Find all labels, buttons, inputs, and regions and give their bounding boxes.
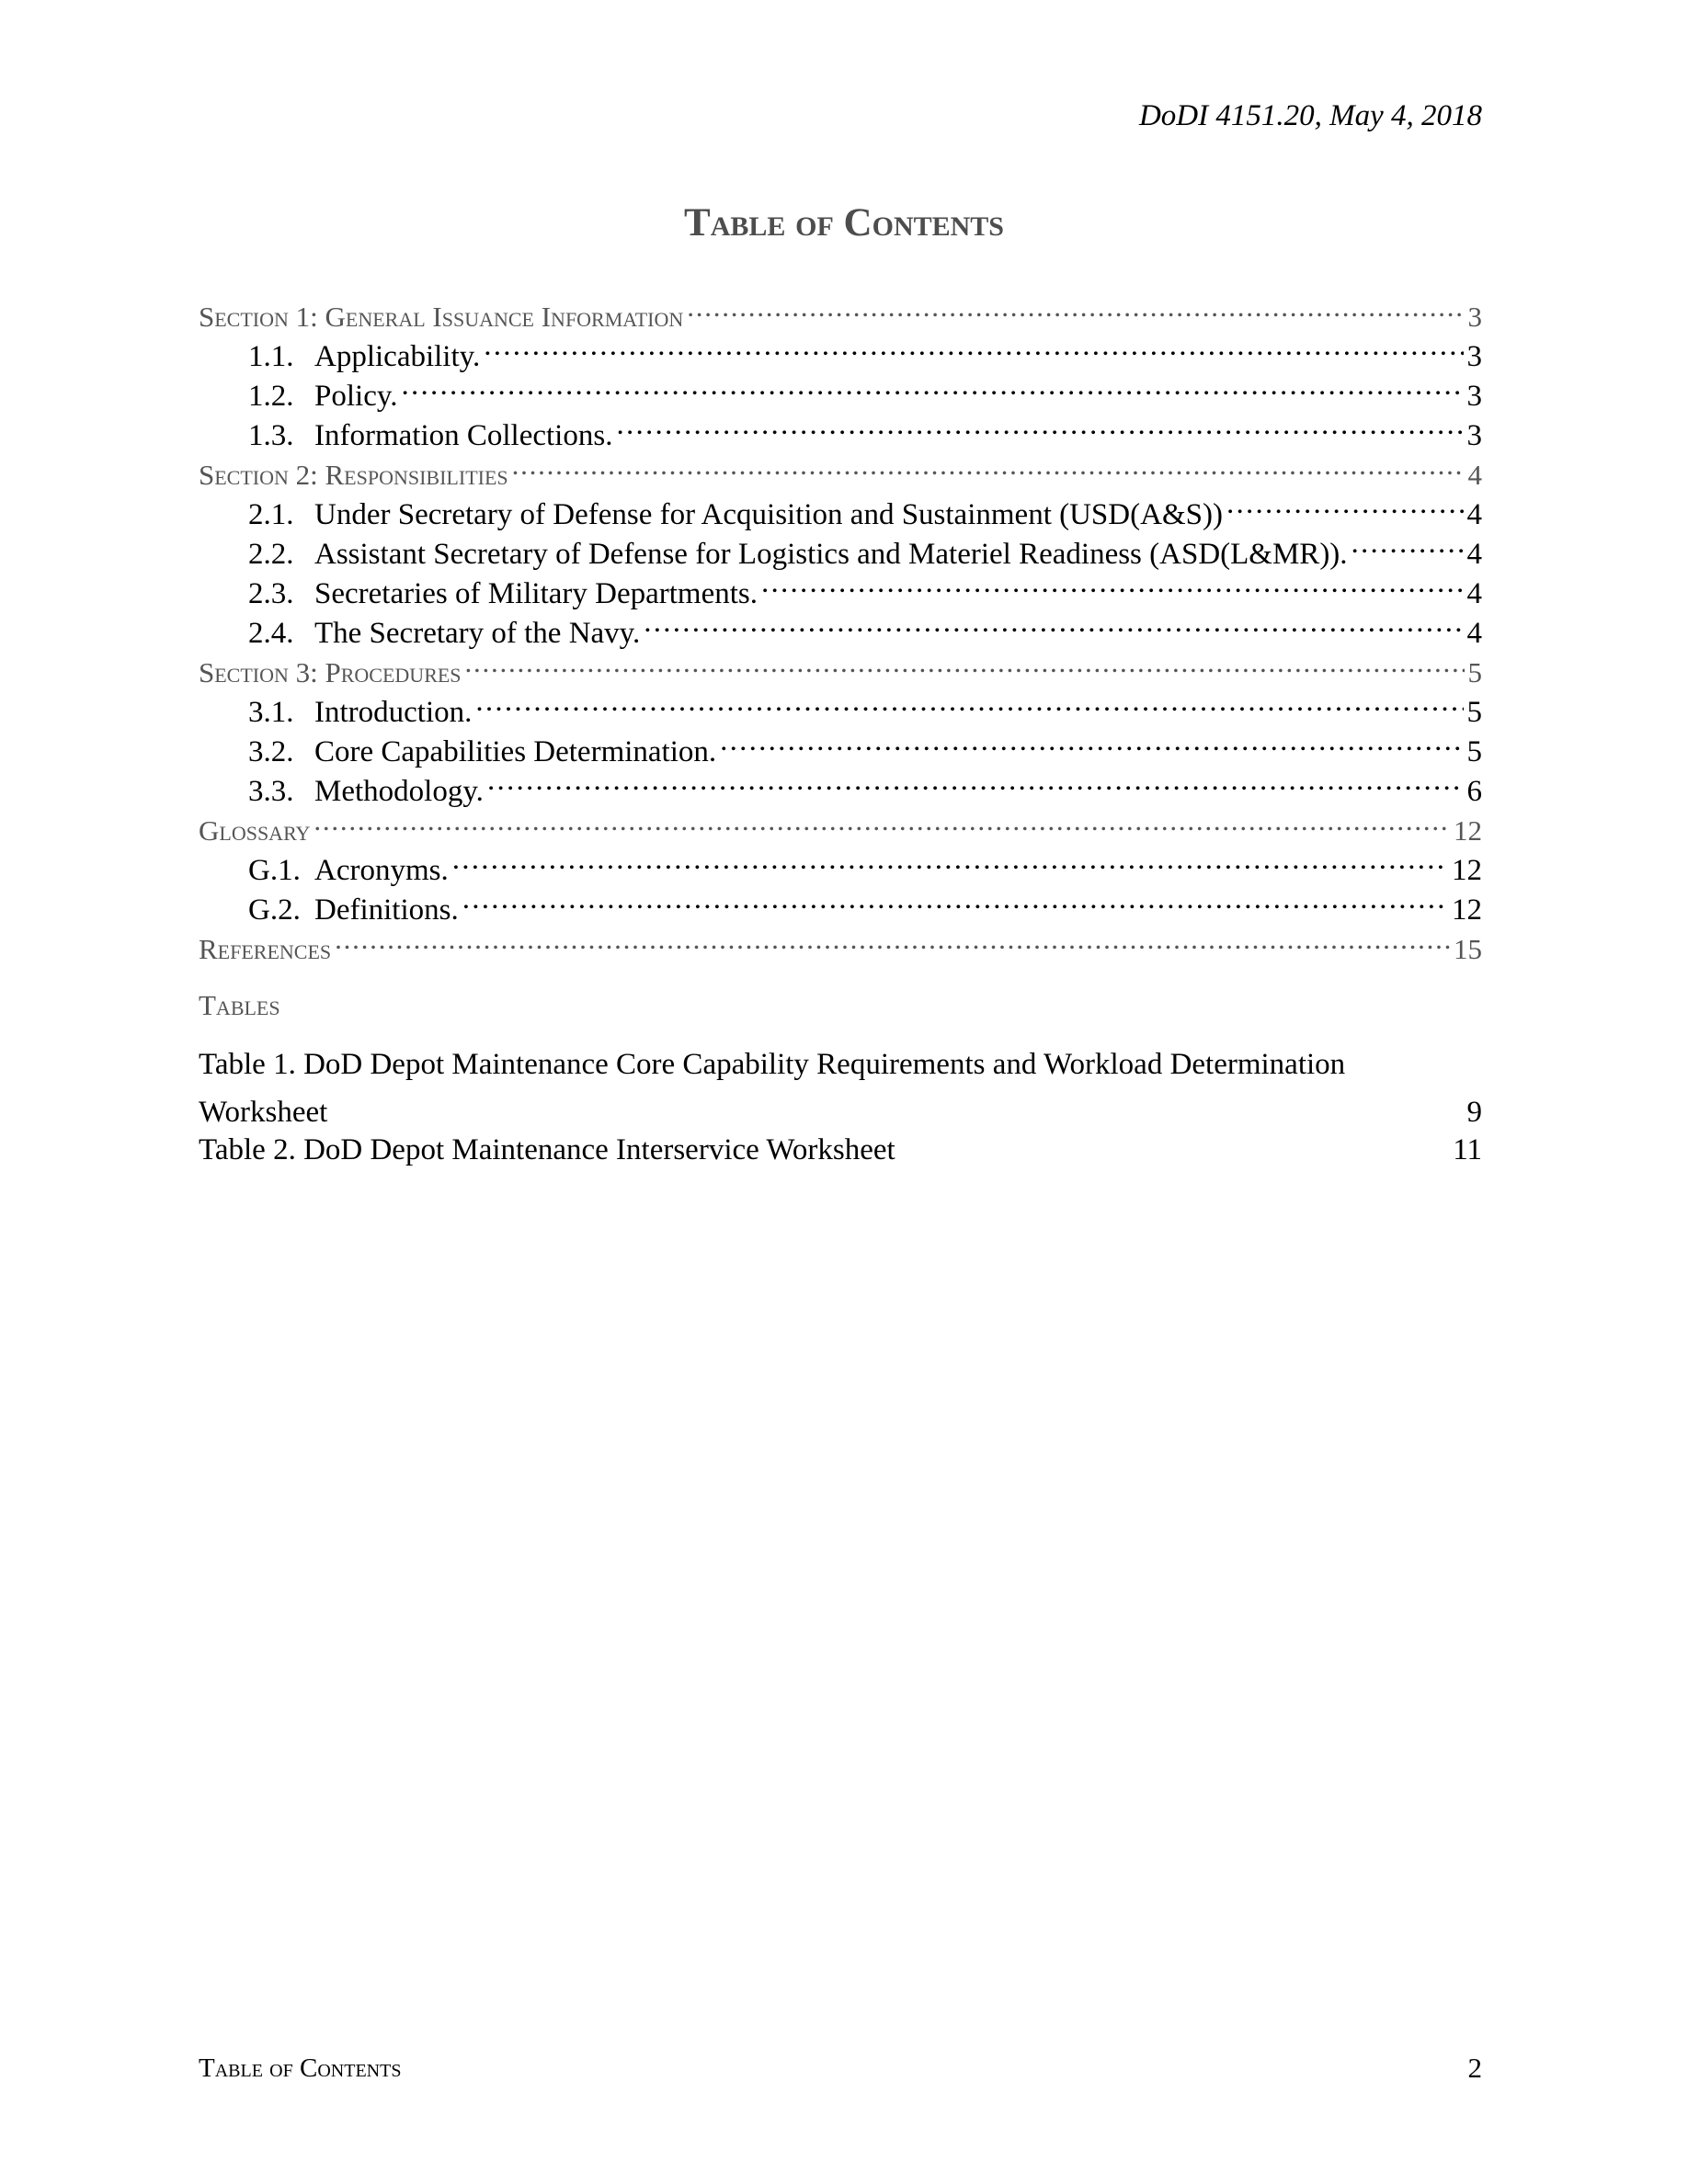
toc-entry-page-number: 3 bbox=[1467, 301, 1482, 333]
toc-entry-page-number: 12 bbox=[1454, 814, 1482, 847]
dot-leader bbox=[335, 919, 1450, 959]
toc-entry-page-number: 3 bbox=[1466, 340, 1482, 373]
toc-entry-page-number: 4 bbox=[1466, 498, 1482, 531]
toc-entry-label: Section 3: Procedures bbox=[199, 656, 462, 688]
table-1-entry-line2[interactable] bbox=[199, 1084, 1482, 1129]
dot-leader bbox=[687, 287, 1464, 326]
table-1-entry-continuation: Worksheet bbox=[199, 1096, 328, 1129]
dot-leader bbox=[1352, 524, 1464, 563]
toc-entry-page-number: 3 bbox=[1466, 380, 1482, 413]
toc-entry-page-number: 15 bbox=[1454, 933, 1482, 965]
dot-leader bbox=[720, 722, 1463, 761]
dot-leader bbox=[644, 603, 1463, 643]
toc-entry-number: 3.3. bbox=[248, 775, 294, 808]
toc-entry-number: 3.2. bbox=[248, 735, 294, 768]
document-reference-header: DoDI 4151.20, May 4, 2018 bbox=[1138, 99, 1482, 132]
toc-entry-page-number: 12 bbox=[1452, 854, 1482, 887]
toc-entry-label: Section 2: Responsibilities bbox=[199, 459, 508, 491]
dot-leader bbox=[616, 405, 1463, 445]
tables-heading: Tables bbox=[199, 989, 280, 1021]
dot-leader bbox=[331, 1084, 1463, 1121]
toc-entry-label: Under Secretary of Defense for Acquisition and Sustainment (USD(A&S)) bbox=[314, 498, 1223, 531]
list-of-tables bbox=[199, 1046, 1482, 1166]
dot-leader bbox=[475, 682, 1463, 722]
page-title: Table of Contents bbox=[684, 201, 1004, 245]
dot-leader bbox=[401, 366, 1463, 405]
table-2-entry-title: Table 2. DoD Depot Maintenance Interservice Worksheet bbox=[199, 1133, 895, 1166]
toc-entry-label: Assistant Secretary of Defense for Logistics and Materiel Readiness (ASD(L&MR)). bbox=[314, 538, 1348, 571]
toc-entry-label: Glossary bbox=[199, 814, 311, 847]
toc-entry-page-number: 3 bbox=[1466, 419, 1482, 452]
toc-entry-label: Introduction. bbox=[314, 696, 473, 729]
footer-section-label: Table of Contents bbox=[199, 2053, 402, 2083]
dot-leader bbox=[484, 326, 1463, 366]
toc-entry-number: G.1. bbox=[248, 854, 301, 887]
table-1-page-number: 9 bbox=[1466, 1096, 1482, 1129]
toc-entry-page-number: 12 bbox=[1452, 893, 1482, 927]
dot-leader bbox=[512, 445, 1465, 484]
toc-entry-label: Definitions. bbox=[314, 893, 459, 927]
dot-leader bbox=[462, 880, 1448, 919]
toc-section-entry[interactable] bbox=[199, 801, 1482, 847]
toc-entry-label: Information Collections. bbox=[314, 419, 613, 452]
toc-entry-label: The Secretary of the Navy. bbox=[314, 617, 641, 650]
toc-entry-label: Core Capabilities Determination. bbox=[314, 735, 717, 768]
toc-entry-page-number: 4 bbox=[1466, 577, 1482, 610]
table-2-entry[interactable] bbox=[199, 1121, 1482, 1166]
toc-entry-page-number: 4 bbox=[1466, 617, 1482, 650]
dot-leader bbox=[899, 1121, 1449, 1159]
toc-section-entry[interactable] bbox=[199, 287, 1482, 333]
dot-leader bbox=[452, 840, 1448, 880]
toc-entry-label: Policy. bbox=[314, 380, 398, 413]
dot-leader bbox=[761, 563, 1464, 603]
toc-entry-number: 1.2. bbox=[248, 380, 294, 413]
dot-leader bbox=[465, 643, 1465, 682]
toc-section-entry[interactable] bbox=[199, 919, 1482, 965]
toc-entry-label: Section 1: General Issuance Information bbox=[199, 301, 684, 333]
toc-entry-number: G.2. bbox=[248, 893, 301, 927]
toc-entry-label: References bbox=[199, 933, 332, 965]
dot-leader bbox=[1226, 484, 1464, 524]
toc-entry-label: Methodology. bbox=[314, 775, 484, 808]
toc-entry-label: Acronyms. bbox=[314, 854, 449, 887]
toc-entry-page-number: 5 bbox=[1466, 735, 1482, 768]
toc-entry-page-number: 6 bbox=[1466, 775, 1482, 808]
toc-entry-number: 3.1. bbox=[248, 696, 294, 729]
toc-entry-number: 1.3. bbox=[248, 419, 294, 452]
toc-entry-page-number: 5 bbox=[1467, 656, 1482, 688]
toc-entry-label: Secretaries of Military Departments. bbox=[314, 577, 758, 610]
toc-entry-number: 1.1. bbox=[248, 340, 294, 373]
toc-entry-page-number: 4 bbox=[1467, 459, 1482, 491]
table-1-entry-line1[interactable]: Table 1. DoD Depot Maintenance Core Capability Requirements and Workload Determination bbox=[199, 1048, 1346, 1081]
table-of-contents bbox=[199, 287, 1482, 965]
toc-subsection-entry[interactable] bbox=[199, 840, 1482, 887]
toc-entry-page-number: 4 bbox=[1466, 538, 1482, 571]
toc-entry-number: 2.1. bbox=[248, 498, 294, 531]
toc-entry-label: Applicability. bbox=[314, 340, 481, 373]
footer-page-number: 2 bbox=[1467, 2052, 1482, 2084]
toc-entry-page-number: 5 bbox=[1466, 696, 1482, 729]
dot-leader bbox=[487, 761, 1464, 801]
toc-entry-number: 2.2. bbox=[248, 538, 294, 571]
toc-entry-number: 2.3. bbox=[248, 577, 294, 610]
toc-entry-number: 2.4. bbox=[248, 617, 294, 650]
table-2-page-number: 11 bbox=[1453, 1133, 1482, 1166]
dot-leader bbox=[314, 801, 1450, 840]
